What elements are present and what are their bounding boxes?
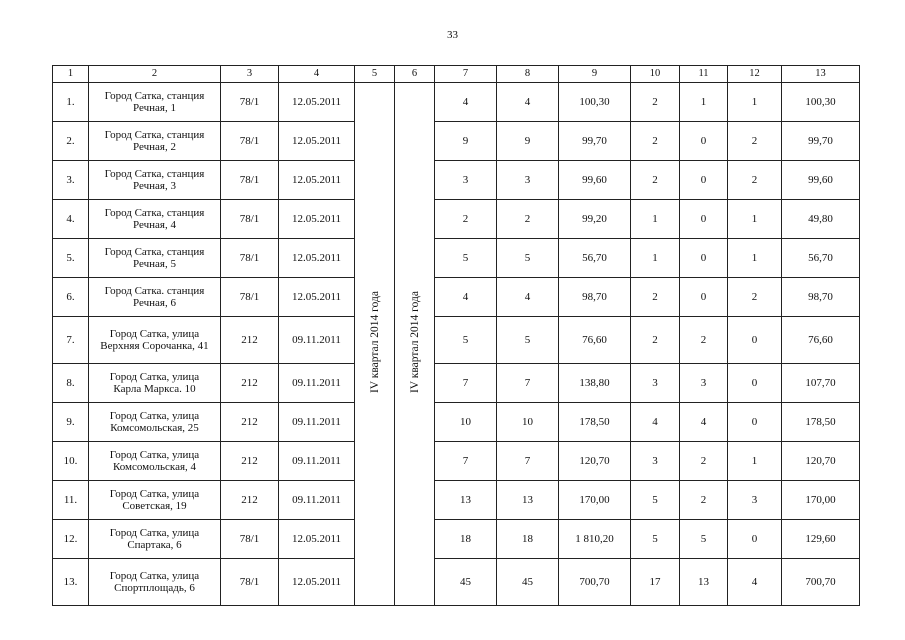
private-premises: 1 — [728, 83, 782, 122]
address-line-2: Спортплощадь, 6 — [114, 582, 195, 594]
document-date: 12.05.2011 — [279, 559, 355, 606]
municipal-premises: 2 — [680, 317, 728, 364]
relocated-area: 170,00 — [782, 481, 860, 520]
document-date: 09.11.2011 — [279, 317, 355, 364]
private-premises: 0 — [728, 403, 782, 442]
row-number: 9. — [53, 403, 89, 442]
column-header-3: 3 — [221, 66, 279, 83]
table-body — [53, 83, 860, 606]
address-line-1: Город Сатка, улица — [109, 410, 200, 422]
private-premises: 0 — [728, 317, 782, 364]
column-header-9: 9 — [559, 66, 631, 83]
total-area: 100,30 — [559, 83, 631, 122]
address-cell — [89, 442, 221, 481]
residents-count: 10 — [435, 403, 497, 442]
relocated-area: 98,70 — [782, 278, 860, 317]
residents-count: 5 — [435, 239, 497, 278]
document-date: 12.05.2011 — [279, 520, 355, 559]
relocated-area: 56,70 — [782, 239, 860, 278]
municipal-premises: 0 — [680, 239, 728, 278]
table-row — [53, 442, 860, 481]
premises-count: 2 — [631, 122, 680, 161]
address-line-2: Советская, 19 — [122, 500, 187, 512]
address-line-1: Город Сатка, улица — [109, 328, 200, 340]
address-line-1: Город Сатка, станция — [104, 207, 205, 219]
residents-relocated: 4 — [497, 83, 559, 122]
address-cell — [89, 403, 221, 442]
municipal-premises: 13 — [680, 559, 728, 606]
relocated-area: 76,60 — [782, 317, 860, 364]
address-line-2: Речная, 6 — [133, 297, 176, 309]
column-header-12: 12 — [728, 66, 782, 83]
table-row — [53, 403, 860, 442]
total-area: 1 810,20 — [559, 520, 631, 559]
table-row — [53, 239, 860, 278]
address-cell — [89, 83, 221, 122]
address-line-1: Город Сатка, улица — [109, 570, 200, 582]
residents-relocated: 4 — [497, 278, 559, 317]
relocated-area: 178,50 — [782, 403, 860, 442]
address-cell — [89, 200, 221, 239]
total-area: 99,60 — [559, 161, 631, 200]
total-area: 170,00 — [559, 481, 631, 520]
relocated-area: 99,60 — [782, 161, 860, 200]
column-header-4: 4 — [279, 66, 355, 83]
table-row — [53, 122, 860, 161]
address-line-2: Спартака, 6 — [127, 539, 182, 551]
residents-count: 7 — [435, 364, 497, 403]
residents-count: 13 — [435, 481, 497, 520]
table-row — [53, 559, 860, 606]
document-date: 09.11.2011 — [279, 481, 355, 520]
column-header-7: 7 — [435, 66, 497, 83]
document-date: 09.11.2011 — [279, 442, 355, 481]
address-line-2: Верхняя Сорочанка, 41 — [100, 340, 209, 352]
private-premises: 2 — [728, 122, 782, 161]
relocated-area: 700,70 — [782, 559, 860, 606]
column-header-13: 13 — [782, 66, 860, 83]
column-header-10: 10 — [631, 66, 680, 83]
residents-count: 7 — [435, 442, 497, 481]
document-number: 78/1 — [221, 200, 279, 239]
premises-count: 5 — [631, 520, 680, 559]
address-cell — [89, 161, 221, 200]
private-premises: 1 — [728, 200, 782, 239]
total-area: 700,70 — [559, 559, 631, 606]
table-row — [53, 83, 860, 122]
address-cell — [89, 239, 221, 278]
document-number: 212 — [221, 442, 279, 481]
document-number: 212 — [221, 403, 279, 442]
residents-relocated: 3 — [497, 161, 559, 200]
premises-count: 2 — [631, 278, 680, 317]
residents-count: 9 — [435, 122, 497, 161]
address-line-2: Комсомольская, 25 — [110, 422, 199, 434]
private-premises: 0 — [728, 520, 782, 559]
address-line-1: Город Сатка, станция — [104, 168, 205, 180]
total-area: 76,60 — [559, 317, 631, 364]
total-area: 99,20 — [559, 200, 631, 239]
row-number: 1. — [53, 83, 89, 122]
row-number: 8. — [53, 364, 89, 403]
premises-count: 1 — [631, 200, 680, 239]
address-cell — [89, 481, 221, 520]
total-area: 178,50 — [559, 403, 631, 442]
address-line-2: Комсомольская, 4 — [112, 461, 197, 473]
period-label: IV квартал 2014 года — [408, 291, 421, 394]
row-number: 7. — [53, 317, 89, 364]
relocated-area: 49,80 — [782, 200, 860, 239]
relocated-area: 100,30 — [782, 83, 860, 122]
premises-count: 5 — [631, 481, 680, 520]
residents-relocated: 5 — [497, 317, 559, 364]
residents-relocated: 5 — [497, 239, 559, 278]
municipal-premises: 2 — [680, 442, 728, 481]
row-number: 3. — [53, 161, 89, 200]
municipal-premises: 3 — [680, 364, 728, 403]
residents-relocated: 7 — [497, 364, 559, 403]
table-row — [53, 200, 860, 239]
document-number: 212 — [221, 317, 279, 364]
premises-count: 1 — [631, 239, 680, 278]
residents-count: 3 — [435, 161, 497, 200]
header-row — [53, 66, 860, 83]
row-number: 13. — [53, 559, 89, 606]
premises-count: 2 — [631, 317, 680, 364]
address-line-1: Город Сатка, улица — [109, 527, 200, 539]
address-line-1: Город Сатка, станция — [104, 246, 205, 258]
municipal-premises: 0 — [680, 161, 728, 200]
row-number: 10. — [53, 442, 89, 481]
residents-count: 4 — [435, 278, 497, 317]
document-date: 12.05.2011 — [279, 278, 355, 317]
premises-count: 4 — [631, 403, 680, 442]
address-line-2: Речная, 5 — [133, 258, 176, 270]
row-number: 12. — [53, 520, 89, 559]
total-area: 120,70 — [559, 442, 631, 481]
address-line-1: Город Сатка, улица — [109, 488, 200, 500]
municipal-premises: 0 — [680, 278, 728, 317]
column-header-11: 11 — [680, 66, 728, 83]
table-row — [53, 520, 860, 559]
residents-count: 4 — [435, 83, 497, 122]
residents-relocated: 7 — [497, 442, 559, 481]
total-area: 138,80 — [559, 364, 631, 403]
private-premises: 1 — [728, 239, 782, 278]
address-cell — [89, 520, 221, 559]
table-row — [53, 481, 860, 520]
document-number: 78/1 — [221, 278, 279, 317]
address-line-1: Город Сатка, станция — [104, 129, 205, 141]
relocated-area: 99,70 — [782, 122, 860, 161]
address-cell — [89, 122, 221, 161]
residents-count: 45 — [435, 559, 497, 606]
private-premises: 1 — [728, 442, 782, 481]
residents-relocated: 2 — [497, 200, 559, 239]
municipal-premises: 0 — [680, 200, 728, 239]
column-header-6: 6 — [395, 66, 435, 83]
residents-relocated: 18 — [497, 520, 559, 559]
address-line-1: Город Сатка. станция — [104, 285, 205, 297]
total-area: 56,70 — [559, 239, 631, 278]
column-header-8: 8 — [497, 66, 559, 83]
document-date: 12.05.2011 — [279, 239, 355, 278]
document-number: 78/1 — [221, 520, 279, 559]
address-line-2: Речная, 2 — [133, 141, 176, 153]
document-date: 12.05.2011 — [279, 161, 355, 200]
total-area: 99,70 — [559, 122, 631, 161]
address-line-1: Город Сатка, улица — [109, 371, 200, 383]
municipal-premises: 2 — [680, 481, 728, 520]
address-cell — [89, 559, 221, 606]
document-number: 78/1 — [221, 161, 279, 200]
document-date: 12.05.2011 — [279, 83, 355, 122]
private-premises: 2 — [728, 278, 782, 317]
document-date: 09.11.2011 — [279, 364, 355, 403]
municipal-premises: 4 — [680, 403, 728, 442]
address-line-2: Речная, 3 — [133, 180, 176, 192]
premises-count: 17 — [631, 559, 680, 606]
page-number: 33 — [447, 29, 458, 41]
period-cell-col5 — [355, 83, 395, 606]
row-number: 5. — [53, 239, 89, 278]
address-cell — [89, 317, 221, 364]
address-cell — [89, 364, 221, 403]
column-header-2: 2 — [89, 66, 221, 83]
row-number: 2. — [53, 122, 89, 161]
residents-relocated: 9 — [497, 122, 559, 161]
table-row — [53, 278, 860, 317]
residents-count: 5 — [435, 317, 497, 364]
period-label: IV квартал 2014 года — [368, 291, 381, 394]
total-area: 98,70 — [559, 278, 631, 317]
relocated-area: 120,70 — [782, 442, 860, 481]
address-line-2: Речная, 1 — [133, 102, 176, 114]
document-number: 78/1 — [221, 239, 279, 278]
residents-count: 2 — [435, 200, 497, 239]
premises-count: 2 — [631, 161, 680, 200]
residents-relocated: 45 — [497, 559, 559, 606]
premises-count: 3 — [631, 442, 680, 481]
municipal-premises: 5 — [680, 520, 728, 559]
document-date: 12.05.2011 — [279, 200, 355, 239]
relocated-area: 107,70 — [782, 364, 860, 403]
residents-count: 18 — [435, 520, 497, 559]
document-number: 78/1 — [221, 559, 279, 606]
premises-count: 2 — [631, 83, 680, 122]
address-line-2: Речная, 4 — [133, 219, 176, 231]
address-line-1: Город Сатка, станция — [104, 90, 205, 102]
period-cell-col6 — [395, 83, 435, 606]
private-premises: 0 — [728, 364, 782, 403]
row-number: 6. — [53, 278, 89, 317]
document-date: 12.05.2011 — [279, 122, 355, 161]
address-cell — [89, 278, 221, 317]
document-number: 78/1 — [221, 83, 279, 122]
address-line-1: Город Сатка, улица — [109, 449, 200, 461]
residents-relocated: 10 — [497, 403, 559, 442]
private-premises: 4 — [728, 559, 782, 606]
premises-count: 3 — [631, 364, 680, 403]
relocated-area: 129,60 — [782, 520, 860, 559]
document-number: 212 — [221, 364, 279, 403]
private-premises: 2 — [728, 161, 782, 200]
column-header-1: 1 — [53, 66, 89, 83]
housing-table — [52, 65, 860, 606]
table-row — [53, 161, 860, 200]
column-header-5: 5 — [355, 66, 395, 83]
document-date: 09.11.2011 — [279, 403, 355, 442]
document-number: 212 — [221, 481, 279, 520]
municipal-premises: 1 — [680, 83, 728, 122]
table-row — [53, 364, 860, 403]
table-row — [53, 317, 860, 364]
row-number: 11. — [53, 481, 89, 520]
private-premises: 3 — [728, 481, 782, 520]
residents-relocated: 13 — [497, 481, 559, 520]
municipal-premises: 0 — [680, 122, 728, 161]
address-line-2: Карла Маркса. 10 — [113, 383, 196, 395]
row-number: 4. — [53, 200, 89, 239]
document-number: 78/1 — [221, 122, 279, 161]
